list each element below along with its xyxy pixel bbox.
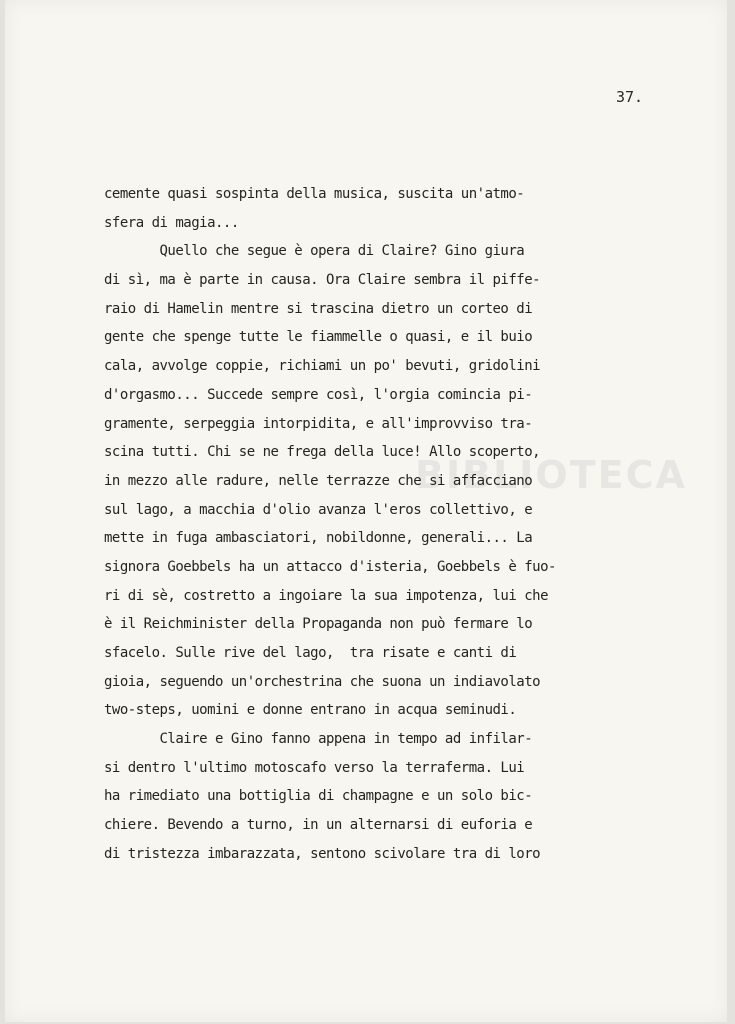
- text-line: gramente, serpeggia intorpidita, e all'improvviso tra-: [104, 415, 533, 432]
- typewritten-page: [5, 0, 727, 1022]
- text-line: di sì, ma è parte in causa. Ora Claire sembra il piffe-: [104, 272, 541, 289]
- text-line: two-steps, uomini e donne entrano in acqua seminudi.: [104, 702, 517, 719]
- text-line: cala, avvolge coppie, richiami un po' bevuti, gridolini: [104, 358, 541, 375]
- text-line: sfacelo. Sulle rive del lago, tra risate e canti di: [104, 645, 517, 661]
- text-line: mette in fuga ambasciatori, nobildonne, generali... La: [104, 530, 533, 547]
- text-line: di tristezza imbarazzata, sentono scivolare tra di loro: [104, 845, 541, 862]
- text-line: sul lago, a macchia d'olio avanza l'eros collettivo, e: [104, 501, 533, 518]
- body-text: [104, 180, 624, 869]
- text-line: sfera di magia...: [104, 214, 239, 231]
- library-watermark: BIBLIOTECA: [415, 453, 687, 497]
- text-line: è il Reichminister della Propaganda non può fermare lo: [104, 616, 533, 633]
- text-line: gioia, seguendo un'orchestrina che suona un indiavolato: [104, 673, 541, 690]
- text-line: Quello che segue è opera di Claire? Gino giura: [104, 243, 525, 260]
- text-line: gente che spenge tutte le fiammelle o quasi, e il buio: [104, 329, 533, 346]
- text-line: raio di Hamelin mentre si trascina dietro un corteo di: [104, 300, 533, 317]
- text-line: si dentro l'ultimo motoscafo verso la terraferma. Lui: [104, 759, 525, 776]
- text-line: Claire e Gino fanno appena in tempo ad infilar-: [104, 731, 533, 748]
- page-number: 37.: [616, 88, 644, 106]
- text-line: ha rimediato una bottiglia di champagne e un solo bic-: [104, 788, 533, 805]
- text-line: scina tutti. Chi se ne frega della luce! Allo scoperto,: [104, 444, 541, 461]
- text-line: chiere. Bevendo a turno, in un alternarsi di euforia e: [104, 817, 533, 834]
- text-line: ri di sè, costretto a ingoiare la sua impotenza, lui che: [104, 587, 549, 604]
- text-line: signora Goebbels ha un attacco d'isteria, Goebbels è fuo-: [104, 558, 556, 575]
- text-line: cemente quasi sospinta della musica, suscita un'atmo-: [104, 186, 525, 202]
- text-line: in mezzo alle radure, nelle terrazze che si affacciano: [104, 472, 533, 489]
- text-line: d'orgasmo... Succede sempre così, l'orgia comincia pi-: [104, 386, 533, 403]
